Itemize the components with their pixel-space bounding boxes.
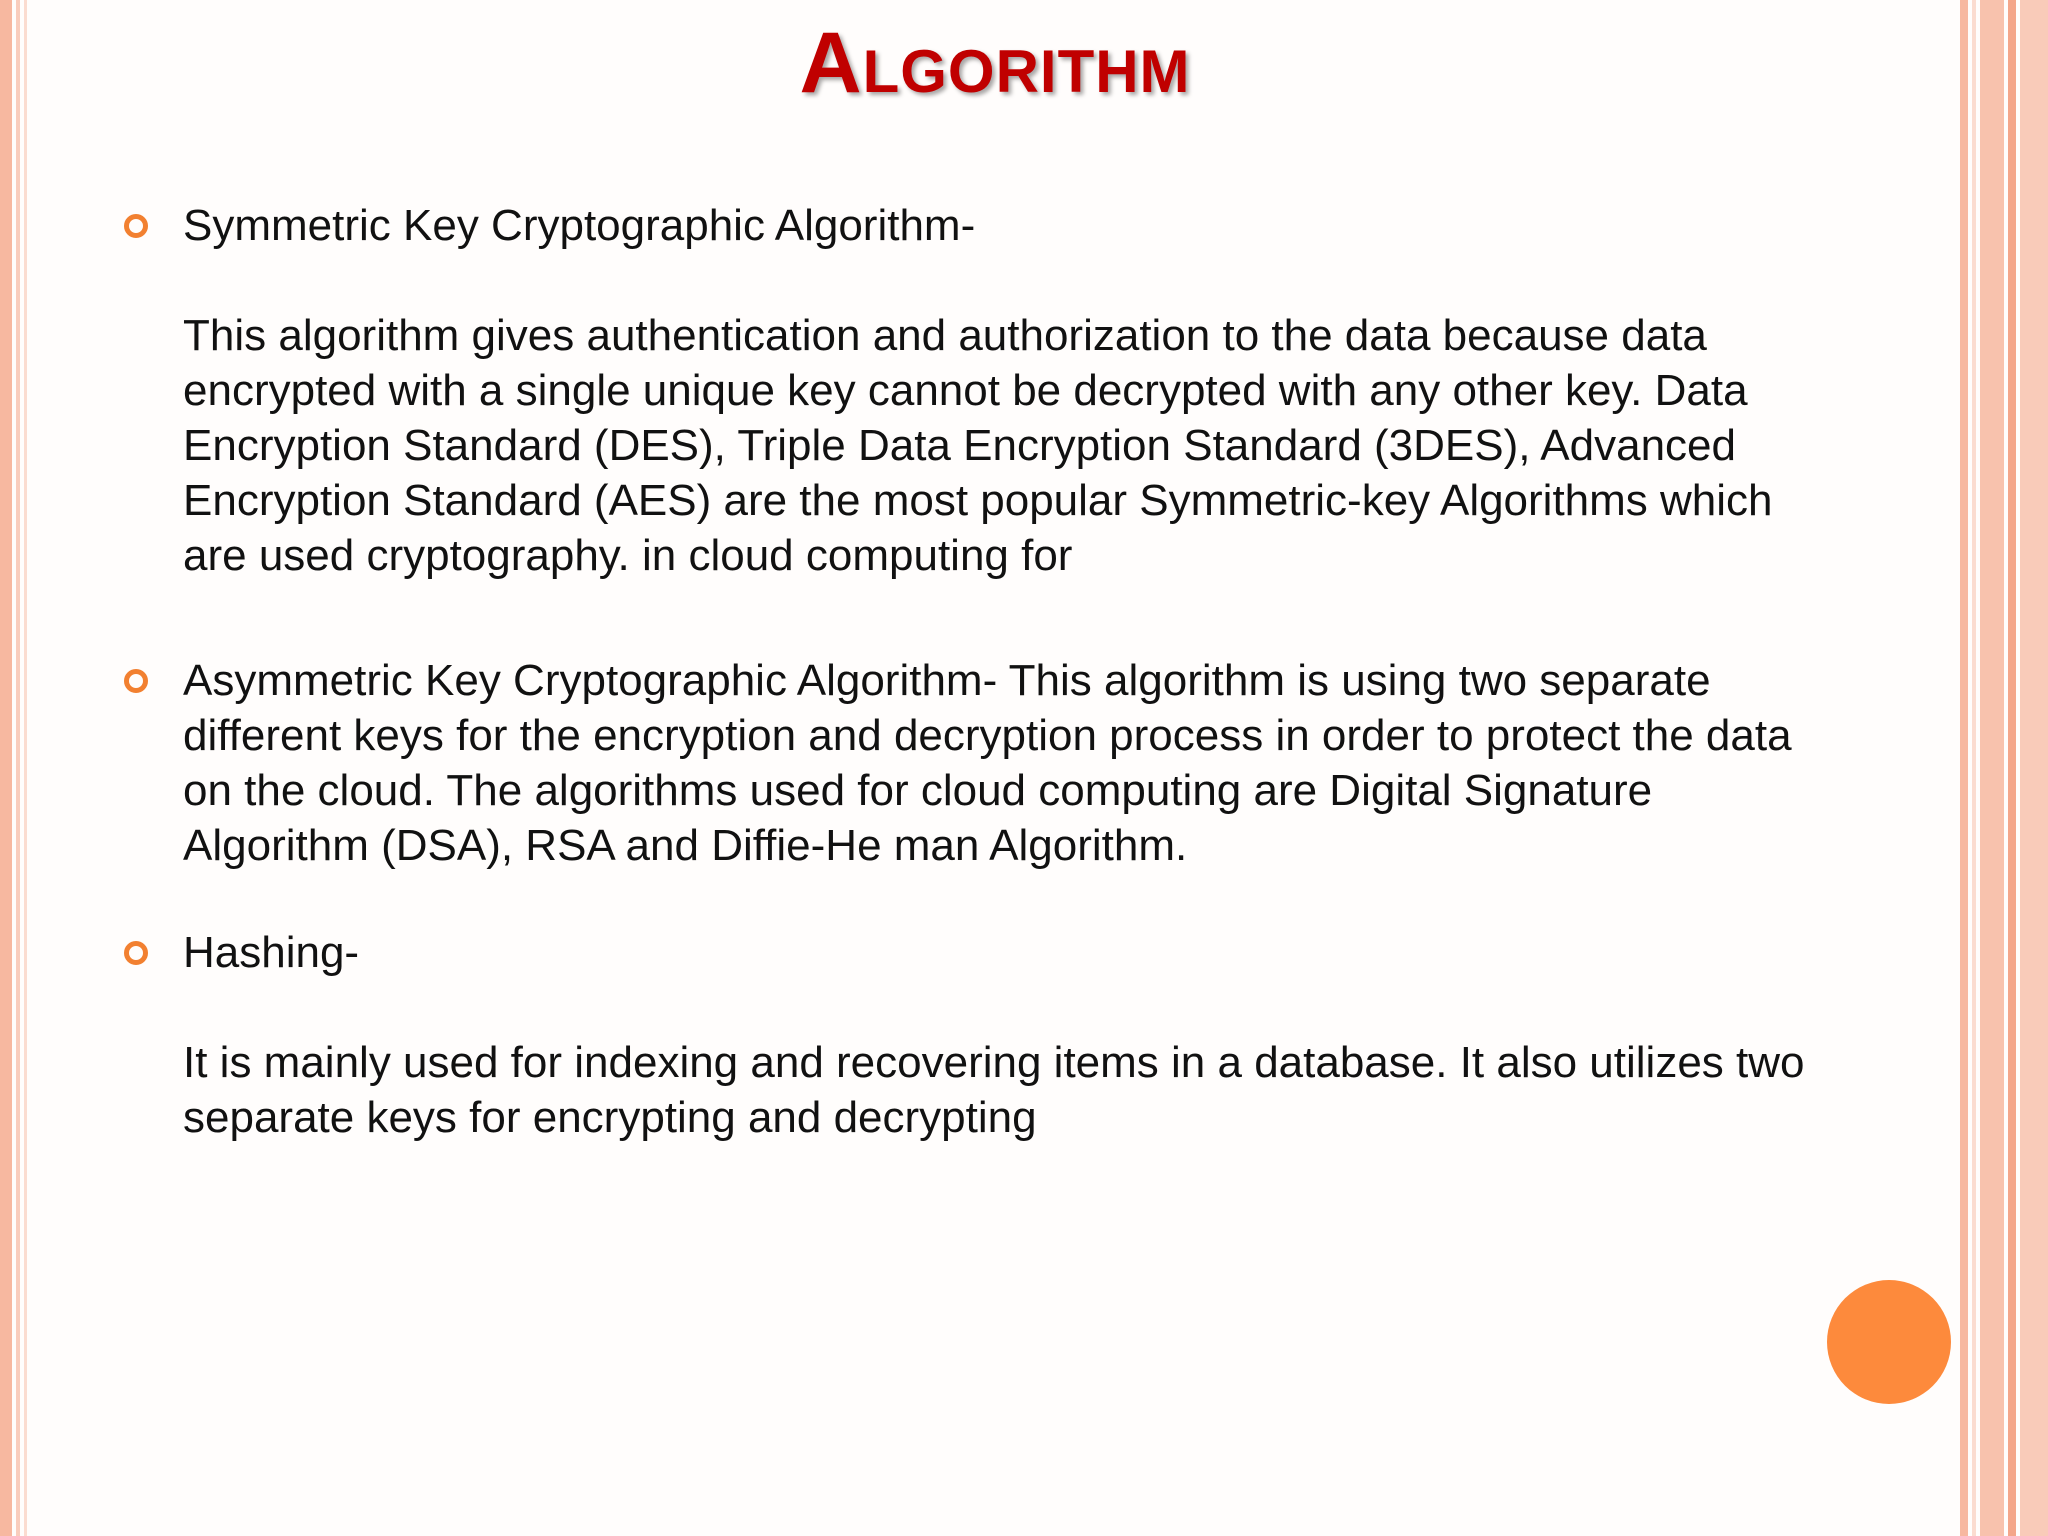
bullet-heading: Symmetric Key Cryptographic Algorithm- (183, 201, 976, 250)
left-border-stripe (0, 0, 12, 1536)
bullet-ring-icon (124, 214, 148, 238)
bullet-asymmetric (120, 653, 1880, 873)
right-border-stripe (1980, 0, 2004, 1536)
bullet-text-line: different keys for the encryption and decryption process in order to protect the data (183, 711, 1792, 760)
bullet-text-line: encrypted with a single unique key cannot be decrypted with any other key. Data (183, 366, 1748, 415)
bullet-text-line: Encryption Standard (DES), Triple Data Encryption Standard (3DES), Advanced (183, 421, 1736, 470)
bullet-text-line: It is mainly used for indexing and recovering items in a database. It also utilizes two (183, 1038, 1805, 1087)
bullet-text-line: Asymmetric Key Cryptographic Algorithm- This algorithm is using two separate (183, 656, 1711, 705)
right-border-stripe (2008, 0, 2016, 1536)
right-border-stripe (1972, 0, 1976, 1536)
bullet-hashing (120, 925, 1880, 1145)
bullet-heading: Hashing- (183, 928, 360, 977)
left-border-stripe (24, 0, 27, 1536)
slide-title: Algorithm (799, 15, 1191, 111)
bullet-ring-icon (124, 669, 148, 693)
bullet-ring-icon (124, 941, 148, 965)
bullet-symmetric (120, 198, 1880, 583)
right-border-stripe (2020, 0, 2048, 1536)
bullet-text-line: separate keys for encrypting and decrypting (183, 1093, 1037, 1142)
bullet-text-line: Encryption Standard (AES) are the most popular Symmetric-key Algorithms which (183, 476, 1773, 525)
right-border-stripe (1960, 0, 1968, 1536)
left-border-stripe (16, 0, 20, 1536)
bullet-text-line: Algorithm (DSA), RSA and Diffie-He man Algorithm. (183, 821, 1188, 870)
decorative-circle (1827, 1280, 1951, 1404)
slide-content (120, 198, 1880, 1145)
bullet-text-line: are used cryptography. in cloud computing for (183, 531, 1073, 580)
bullet-text-line: This algorithm gives authentication and authorization to the data because data (183, 311, 1707, 360)
bullet-text-line: on the cloud. The algorithms used for cloud computing are Digital Signature (183, 766, 1653, 815)
